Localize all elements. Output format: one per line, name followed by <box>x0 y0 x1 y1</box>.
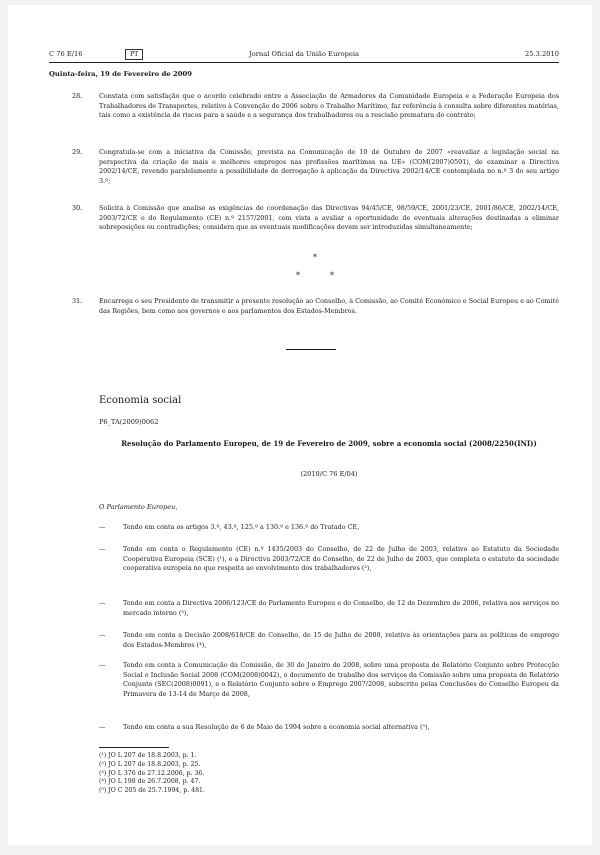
section-title: Economia social <box>99 395 182 406</box>
header-divider <box>49 62 559 63</box>
recital-text: Tendo em conta os artigos 3.º, 43.º, 125.º a 130.º e 136.º do Tratado CE, <box>123 523 360 531</box>
recital-text: Tendo em conta a Comunicação da Comissão, de 30 de Janeiro de 2008, sobre uma proposta de Relatório Conjunto sobre Protecção Social e Inclusão Social 2008 (COM(2008)0042), o documento de trabalho dos serviços da Comissão sobre uma proposta de Relatório Conjunto (SEC(2008)0091), e o Relatório Conjunto sobre o Emprego 2007/2008, subscrito pelas Conclusões do Conselho Europeu da Primavera de 13-14 de Março de 2008, <box>123 661 559 698</box>
recital-dash: — <box>99 599 106 607</box>
recital-item <box>99 599 559 618</box>
recital-text: Tendo em conta a Directiva 2006/123/CE do Parlamento Europeu e do Conselho, de 12 de Dezembro de 2006, relativa aos serviços no mercado interno (³), <box>123 599 559 617</box>
footnotes <box>99 752 205 796</box>
recital-dash: — <box>99 545 106 553</box>
document-page <box>8 5 592 845</box>
footnote: (¹) JO L 207 de 18.8.2003, p. 1. <box>99 752 197 759</box>
language-badge: PT <box>125 49 143 60</box>
section-separator <box>286 349 336 350</box>
recital-text: Tendo em conta a Decisão 2008/618/CE do Conselho, de 15 de Julho de 2008, relativa às orientações para as políticas de emprego dos Estados-Membros (⁴), <box>123 631 559 649</box>
journal-series: C 76 E/16 <box>49 50 83 58</box>
resolution-code: (2010/C 76 E/04) <box>300 470 358 478</box>
recital-dash: — <box>99 631 106 639</box>
footnote: (⁵) JO C 205 de 25.7.1994, p. 481. <box>99 787 205 795</box>
recital-dash: — <box>99 723 106 731</box>
paragraph-text: Encarrega o seu Presidente de transmitir a presente resolução ao Conselho, à Comissão, ao Comité Económico e Social Europeu e ao Comité das Regiões, bem como aos governos e aos parlamentos dos Estados-Membros. <box>99 297 559 315</box>
recital-item <box>99 723 559 733</box>
journal-title: Jornal Oficial da União Europeia <box>249 50 359 58</box>
section-asterisk: * <box>330 271 334 280</box>
paragraph-text: Congratula-se com a iniciativa da Comissão, prevista na Comunicação de 10 de Outubro de 2007 «reavaliar a legislação social na perspectiva da criação de mais e melhores empregos nas profissões marítimas na UE» (COM(2007)0591), de examinar a Directiva 2002/14/CE, revendo paralelamente a possibilidade de derrogação à aplicação da Directiva 2002/14/CE contemplada no n.º 3 do seu artigo 3.º; <box>99 148 559 185</box>
recital-dash: — <box>99 661 106 669</box>
publication-date: 25.3.2010 <box>524 50 559 58</box>
paragraph-number: 29. <box>72 148 83 156</box>
paragraph-text: Solicita à Comissão que analise as exigências de coordenação das Directivas 94/45/CE, 98/59/CE, 2001/23/CE, 2001/86/CE, 2002/14/CE, 2003/72/CE e do Regulamento (CE) n.º 2157/2001, com vista a avaliar a oportunidade de eventuais alterações destinadas a eliminar sobreposições ou contradições; considera que as eventuais modificações devem ser introduzidas simultaneamente; <box>99 204 559 232</box>
recital-dash: — <box>99 523 106 531</box>
resolution-title: Resolução do Parlamento Europeu, de 19 de Fevereiro de 2009, sobre a economia social (2008/2250(INI)) <box>121 439 537 448</box>
section-asterisk: * <box>296 271 300 280</box>
parliament-label: O Parlamento Europeu, <box>99 503 178 511</box>
footnote: (⁴) JO L 198 de 26.7.2008, p. 47. <box>99 778 201 786</box>
recital-item <box>99 523 559 533</box>
footnote: (²) JO L 207 de 18.8.2003, p. 25. <box>99 760 201 768</box>
footnote-divider <box>99 747 169 748</box>
recital-text: Tendo em conta a sua Resolução de 6 de Maio de 1994 sobre a economia social alternativa (⁵), <box>123 723 430 731</box>
recital-item <box>99 545 559 574</box>
document-reference: P6_TA(2009)0062 <box>99 418 159 426</box>
paragraph-number: 28. <box>72 92 83 100</box>
paragraph-number: 31. <box>72 297 83 305</box>
recital-item <box>99 631 559 650</box>
section-asterisk: * <box>313 253 317 262</box>
recital-text: Tendo em conta o Regulamento (CE) n.º 1435/2003 do Conselho, de 22 de Julho de 2003, relativo ao Estatuto da Sociedade Cooperativa Europeia (SCE) (¹), e a Directiva 2003/72/CE do Conselho, de 22 de Julho de 2003, que completa o estatuto da sociedade cooperativa europeia no que respeita ao envolvimento dos trabalhadores (²), <box>123 545 559 573</box>
recital-item <box>99 661 559 699</box>
page-header <box>49 48 559 60</box>
footnote: (³) JO L 376 de 27.12.2006, p. 36. <box>99 769 205 777</box>
paragraph-number: 30. <box>72 204 83 212</box>
paragraph-text: Constata com satisfação que o acordo celebrado entre a Associação de Armadores da Comunidade Europeia e a Federação Europeia dos Trabalhadores de Transportes, relativo à Convenção de 2006 sobre o Trabalho Marítimo, faz referência à consulta sobre diferentes matérias, tais como a existência de riscos para a saúde e a segurança dos trabalhadores ou a rescisão prematura do contrato; <box>99 92 559 120</box>
session-date: Quinta-feira, 19 de Fevereiro de 2009 <box>49 70 192 78</box>
